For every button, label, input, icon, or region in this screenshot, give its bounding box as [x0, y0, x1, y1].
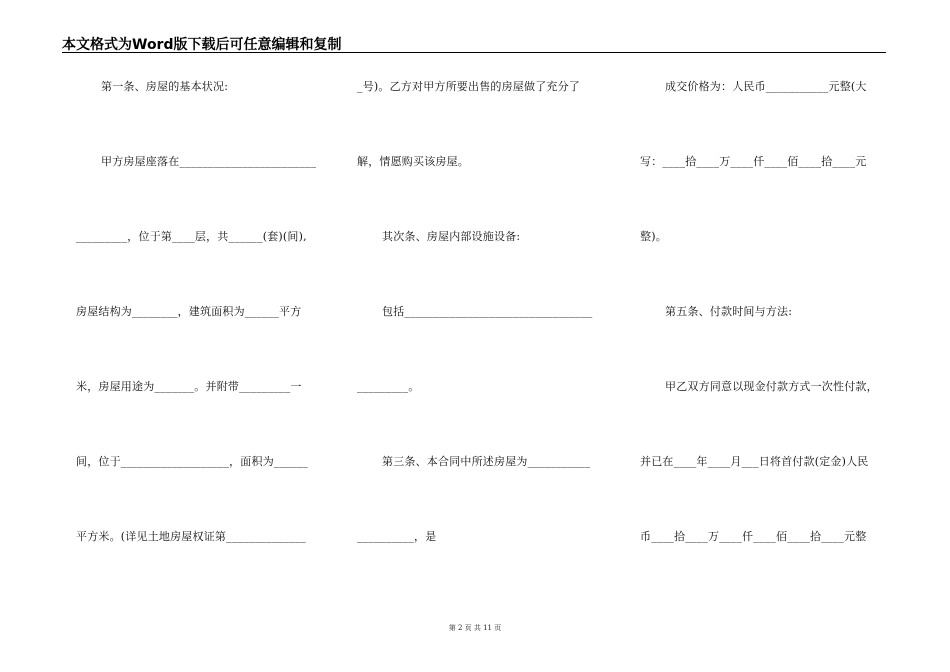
- paragraph-line: _________，位于第____层，共______(套)(间),: [76, 230, 307, 243]
- paragraph-line: 包括_________________________________: [382, 305, 593, 318]
- header-divider: [62, 52, 886, 53]
- paragraph-line: 甲乙双方同意以现金付款方式一次性付款，: [665, 380, 878, 393]
- paragraph-line: 甲方房屋座落在________________________: [101, 155, 317, 168]
- paragraph-line: 币____拾____万____仟____佰____拾____元整: [640, 530, 867, 543]
- page-number-footer: 第 2 页 共 11 页: [448, 624, 502, 632]
- paragraph-line: 房屋结构为________，建筑面积为______平方: [76, 305, 302, 318]
- paragraph-line: 第三条、本合同中所述房屋为___________: [382, 455, 591, 468]
- text-column-3: [640, 80, 888, 605]
- paragraph-line: 解，情愿购买该房屋。: [357, 155, 469, 168]
- paragraph-line: 并已在____年____月___日将首付款(定金)人民: [640, 455, 869, 468]
- text-column-2: [357, 80, 605, 605]
- paragraph-line: 整)。: [640, 230, 667, 243]
- text-column-1: [76, 80, 324, 605]
- paragraph-line: 平方米。(详见土地房屋权证第______________: [76, 530, 306, 543]
- paragraph-line: _________。: [357, 380, 420, 393]
- paragraph-line: 间，位于___________________，面积为______: [76, 455, 309, 468]
- paragraph-line: 第五条、付款时间与方法:: [665, 305, 793, 318]
- paragraph-line: _号)。乙方对甲方所要出售的房屋做了充分了: [357, 80, 580, 93]
- paragraph-line: 米，房屋用途为_______。并附带_________一: [76, 380, 302, 393]
- paragraph-line: 其次条、房屋内部设施设备:: [382, 230, 521, 243]
- paragraph-line: 成交价格为：人民币___________元整(大: [665, 80, 867, 93]
- paragraph-line: 第一条、房屋的基本状况:: [101, 80, 229, 93]
- document-header-title: 本文格式为Word版下载后可任意编辑和复制: [62, 37, 342, 53]
- paragraph-line: __________，是: [357, 530, 437, 543]
- paragraph-line: 写：____拾____万____仟____佰____拾____元: [640, 155, 867, 168]
